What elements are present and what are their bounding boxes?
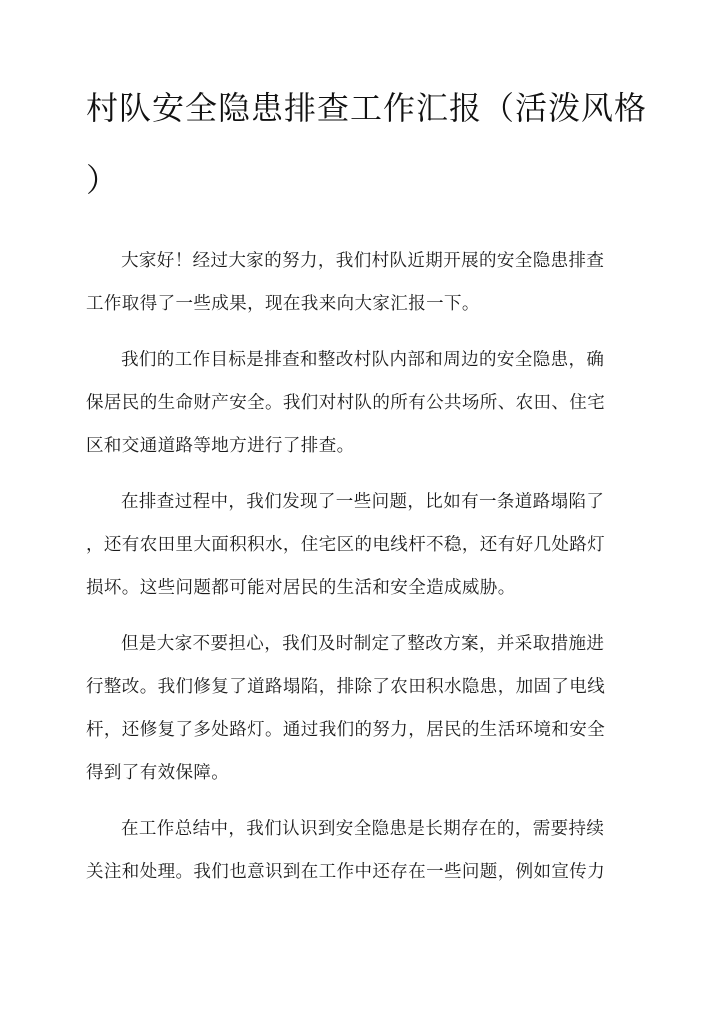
paragraph-1-line-2: 工作取得了一些成果，现在我来向大家汇报一下。 [86, 294, 480, 314]
paragraph-3-line-2: ，还有农田里大面积积水，住宅区的电线杆不稳，还有好几处路灯 [86, 535, 606, 555]
paragraph-4-line-2: 行整改。我们修复了道路塌陷，排除了农田积水隐患，加固了电线 [86, 677, 606, 697]
paragraph-4-line-4: 得到了有效保障。 [86, 763, 230, 783]
paragraph-4-line-3: 杆，还修复了多处路灯。通过我们的努力，居民的生活环境和安全 [86, 720, 606, 740]
paragraph-4-line-1: 但是大家不要担心，我们及时制定了整改方案，并采取措施进 [121, 634, 605, 654]
paragraph-2-line-2: 保居民的生命财产安全。我们对村队的所有公共场所、农田、住宅 [86, 393, 606, 413]
document-title-line-2: ） [86, 161, 120, 199]
paragraph-1-line-1: 大家好！经过大家的努力，我们村队近期开展的安全隐患排查 [121, 251, 605, 271]
document-title-line-1: 村队安全隐患排查工作汇报（活泼风格 [86, 89, 648, 127]
paragraph-5-line-1: 在工作总结中，我们认识到安全隐患是长期存在的，需要持续 [121, 819, 605, 839]
paragraph-3-line-3: 损坏。这些问题都可能对居民的生活和安全造成威胁。 [86, 578, 516, 598]
paragraph-3-line-1: 在排查过程中，我们发现了一些问题，比如有一条道路塌陷了 [121, 492, 605, 512]
paragraph-5-line-2: 关注和处理。我们也意识到在工作中还存在一些问题，例如宣传力 [86, 862, 606, 882]
paragraph-2-line-1: 我们的工作目标是排查和整改村队内部和周边的安全隐患，确 [121, 350, 605, 370]
paragraph-2-line-3: 区和交通道路等地方进行了排查。 [86, 436, 355, 456]
